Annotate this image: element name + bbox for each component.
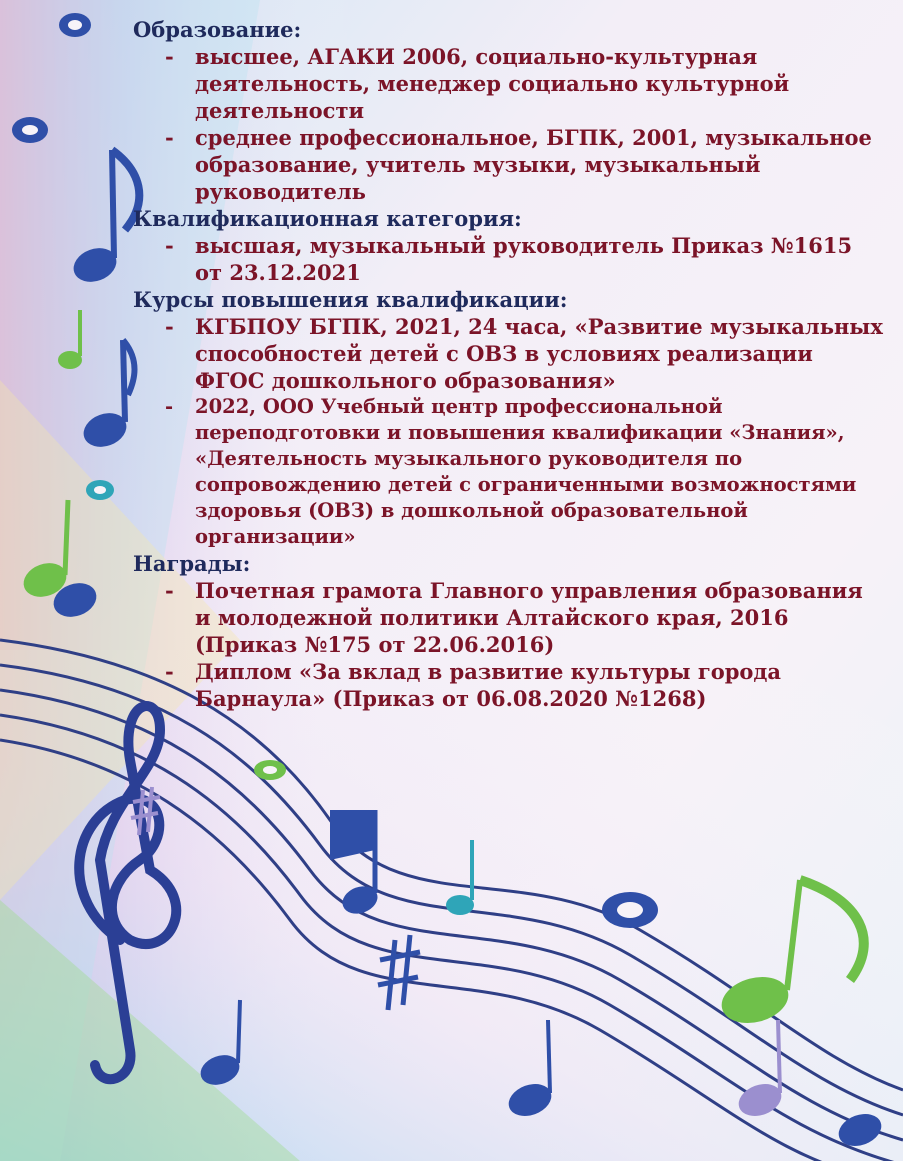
list-item-text: КГБПОУ БГПК, 2021, 24 часа, «Развитие музыкальных способностей детей с ОВЗ в условиях реализации ФГОС дошкольного образования» [195,314,883,393]
section-heading: Образование: [133,17,302,42]
list-item-text: среднее профессиональное, БГПК, 2001, музыкальное образование, учитель музыки, музыкальный руководитель [195,125,872,204]
list-item [133,394,883,550]
section-awards [133,550,883,712]
resume-text [133,16,883,712]
section-courses [133,286,883,550]
courses-list [133,313,883,550]
list-item-text: Почетная грамота Главного управления образования и молодежной политики Алтайского края, 2016 (Приказ №175 от 22.06.2016) [195,578,863,657]
bullet-dash: - [165,233,174,258]
list-item [133,577,883,658]
list-item [133,232,883,286]
section-heading: Курсы повышения квалификации: [133,287,568,312]
bullet-dash: - [165,395,174,418]
education-list [133,43,883,205]
bullet-dash: - [165,44,174,69]
bullet-dash: - [165,125,174,150]
list-item [133,43,883,124]
list-item-text: 2022, ООО Учебный центр профессиональной переподготовки и повышения квалификации «Знания», «Деятельность музыкального руководителя по сопровождению детей с ограниченными возможностями здоровья (ОВЗ) в дошкольной образовательной организации» [195,395,857,548]
qualification-list [133,232,883,286]
list-item [133,124,883,205]
list-item [133,313,883,394]
bullet-dash: - [165,314,174,339]
awards-list [133,577,883,712]
list-item-text: высшее, АГАКИ 2006, социально-культурная деятельность, менеджер социально культурной деятельности [195,44,790,123]
section-education [133,16,883,205]
section-heading: Награды: [133,551,251,576]
section-qualification [133,205,883,286]
list-item-text: Диплом «За вклад в развитие культуры города Барнаула» (Приказ от 06.08.2020 №1268) [195,659,782,711]
bullet-dash: - [165,659,174,684]
section-heading: Квалификационная категория: [133,206,522,231]
bullet-dash: - [165,578,174,603]
list-item-text: высшая, музыкальный руководитель Приказ №1615 от 23.12.2021 [195,233,853,285]
list-item [133,658,883,712]
